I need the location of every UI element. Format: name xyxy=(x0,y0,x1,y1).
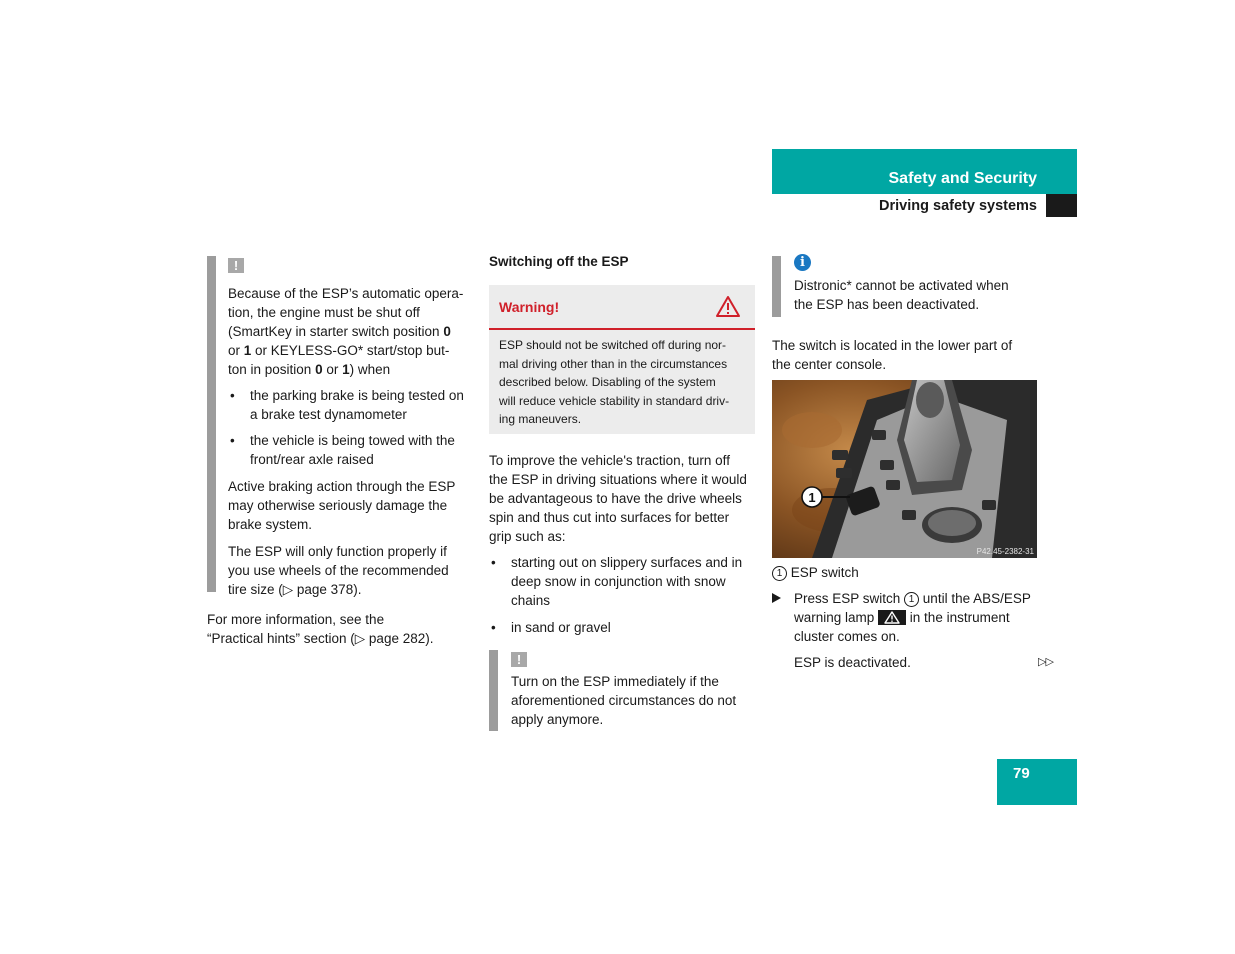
warning-text: ESP should not be switched off during nor- mal driving other than in the circumstances described below. Disabling of the system will reduce vehicle stability in standard driv- ing maneuvers. xyxy=(499,338,730,426)
callout-number-icon: 1 xyxy=(904,592,919,607)
header-marker xyxy=(1046,194,1077,217)
note-paragraph: Turn on the ESP immediately if the aforementioned circumstances do not apply anymore. xyxy=(511,674,737,727)
photo-reference: P42.45-2382-31 xyxy=(976,547,1034,556)
note-paragraph: The ESP will only function properly if you use wheels of the recommended tire size (▷ page 378). xyxy=(228,544,449,597)
exclamation-icon: ! xyxy=(511,652,527,667)
condition-list xyxy=(489,553,759,637)
section-heading: Switching off the ESP xyxy=(489,254,629,269)
page-number-box xyxy=(997,759,1077,805)
exclamation-icon: ! xyxy=(228,258,244,273)
page-number: 79 xyxy=(1013,765,1030,782)
note-box-2 xyxy=(511,650,761,729)
note-paragraph: Because of the ESP’s automatic opera- tion, the engine must be shut off (SmartKey in starter switch position 0 or 1 or KEYLESS-GO* start/stop but- ton in position 0 or 1) when xyxy=(228,286,464,377)
note-bar xyxy=(207,256,216,592)
info-box xyxy=(794,254,1044,314)
section-title: Safety and Security xyxy=(888,170,1037,187)
section-header xyxy=(772,149,1077,194)
callout-number-icon: 1 xyxy=(772,566,787,581)
note-bar xyxy=(772,256,781,317)
continue-arrow-icon: ▷▷ xyxy=(1038,656,1053,668)
body-paragraph: The switch is located in the lower part of the center console. xyxy=(772,338,1013,372)
note-bar xyxy=(489,650,498,731)
console-photo xyxy=(772,380,1037,558)
warning-header xyxy=(489,285,755,330)
note-box-1 xyxy=(228,256,473,599)
center-console-image xyxy=(772,380,1037,558)
list-item: • the vehicle is being towed with the front/rear axle raised xyxy=(228,431,473,469)
warning-lamp-icon xyxy=(878,610,906,625)
callout-number: 1 xyxy=(808,490,816,505)
note-bullet-list xyxy=(228,386,473,469)
warning-triangle-icon xyxy=(715,295,741,318)
warning-title: Warning! xyxy=(499,299,560,315)
instruction-step: Press ESP switch 1 until the ABS/ESP warning lamp in the instrument cluster comes on. xyxy=(794,591,1031,644)
photo-legend: 1 ESP switch xyxy=(772,563,1042,582)
step-arrow-icon xyxy=(772,589,784,608)
cross-reference: For more information, see the “Practical hints” section (▷ page 282). xyxy=(207,612,434,646)
step-result: ESP is deactivated. xyxy=(794,655,911,670)
list-item: • the parking brake is being tested on a brake test dynamometer xyxy=(228,386,473,424)
warning-box xyxy=(489,285,755,434)
note-paragraph: Active braking action through the ESP may otherwise seriously damage the brake system. xyxy=(228,479,456,532)
list-item: • starting out on slippery surfaces and in deep snow in conjunction with snow chains xyxy=(489,553,759,610)
list-item: • in sand or gravel xyxy=(489,618,759,637)
body-paragraph: To improve the vehicle's traction, turn off the ESP in driving situations where it would be advantageous to have the drive wheels spin and thus cut into surfaces for better grip such as: xyxy=(489,453,747,544)
subsection-title: Driving safety systems xyxy=(879,198,1037,214)
info-text: Distronic* cannot be activated when the ESP has been deactivated. xyxy=(794,278,1009,312)
info-icon: i xyxy=(794,254,811,271)
